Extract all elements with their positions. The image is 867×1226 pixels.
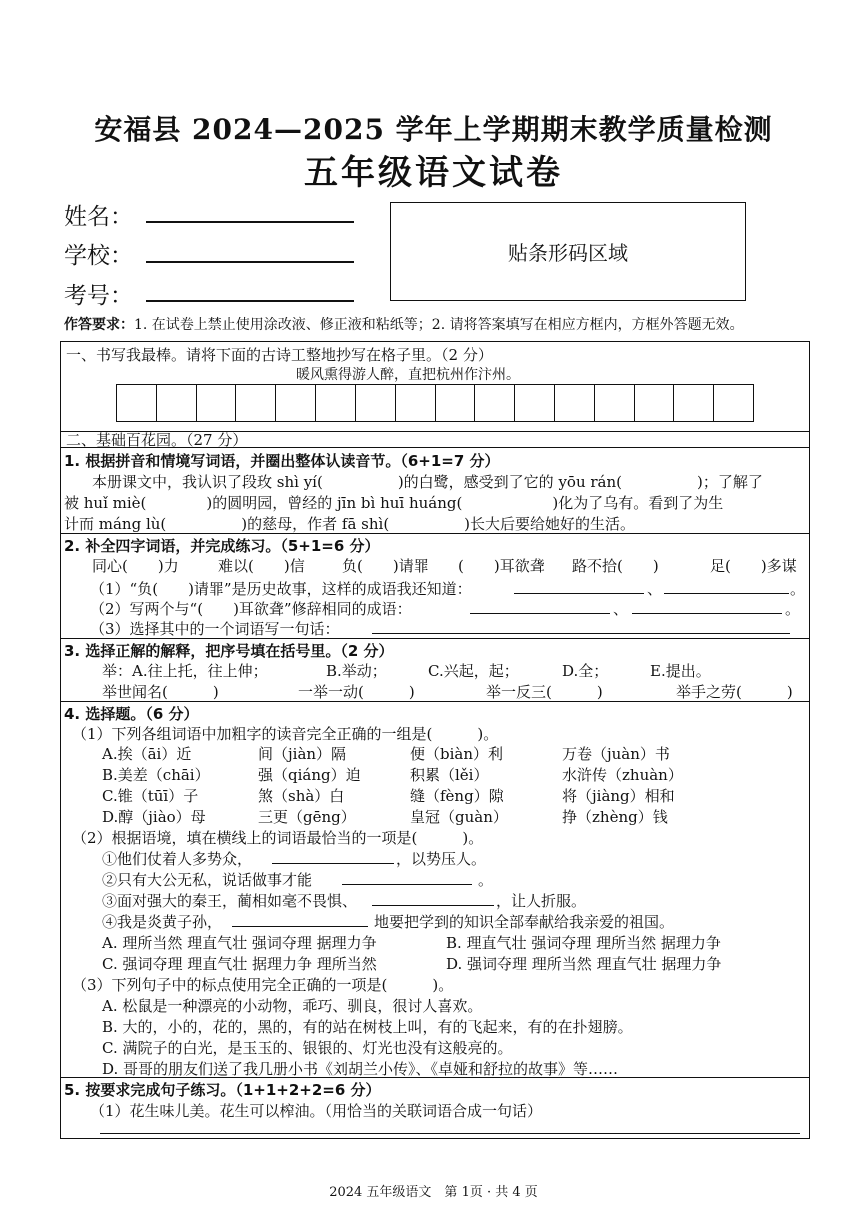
q4-blank[interactable] [342,884,472,885]
q4-sentence: ④我是炎黄子孙， [102,913,223,931]
q2-sub3: （3）选择其中的一个词语写一句话： [90,620,340,638]
q2-word[interactable]: 路不拾( ) [572,557,659,575]
q1-line2[interactable]: 被 huǐ miè( )的圆明园，曾经的 jīn bì huī huáng( )化为了乌有。看到了为生 [64,494,724,512]
q4-blank[interactable] [272,863,394,864]
q4-sub1-stem[interactable]: （1）下列各组词语中加粗字的读音完全正确的一组是( )。 [72,725,499,743]
q4-option: 煞（shà）白 [258,787,345,805]
q2-word[interactable]: ( )耳欲聋 [458,557,545,575]
q4-sentence-end: 地要把学到的知识全部奉献给我亲爱的祖国。 [374,913,675,931]
q4-sub3-option: B. 大的，小的，花的，黑的，有的站在树枝上叫，有的飞起来，有的在扑翅膀。 [102,1018,633,1036]
period: 。 [790,580,806,598]
q2-sub1-answer[interactable] [514,593,644,594]
barcode-area: 贴条形码区域 [390,202,746,301]
q4-sub2-stem[interactable]: （2）根据语境，填在横线上的词语最恰当的一项是( )。 [72,829,484,847]
name-field[interactable] [146,221,354,223]
q4-option: A.挨（āi）近 [102,745,192,763]
q1-line1[interactable]: 本册课文中，我认识了段玫 shì yí( )的白鹭，感受到了它的 yōu rán( )；了解了 [92,473,763,491]
page-footer: 2024 五年级语文 第 1页 · 共 4 页 [329,1185,538,1200]
exam-no-field[interactable] [146,300,354,302]
q4-sub3-stem[interactable]: （3）下列句子中的标点使用完全正确的一项是( )。 [72,976,454,994]
q2-word[interactable]: 同心( )力 [92,557,179,575]
q3-option: E.提出。 [650,662,711,680]
q5-answer-line[interactable] [100,1133,800,1134]
q4-choice-a: A. 理所当然 理直气壮 强词夺理 据理力争 [102,934,377,952]
q4-option: 挣（zhèng）钱 [562,808,668,826]
q4-sentence-end: 。 [478,871,494,889]
separator: 、 [613,600,629,618]
q4-option: 水浒传（zhuàn） [562,766,683,784]
q4-option: 万卷（juàn）书 [562,745,670,763]
q2-sub2-answer[interactable] [632,613,782,614]
instructions: 作答要求：1. 在试卷上禁止使用涂改液、修正液和粘纸等；2. 请将答案填写在相应方框内，方框外答题无效。 [64,317,744,333]
q4-option: B.美差（chāi） [102,766,210,784]
q4-sentence: ①他们仗着人多势众， [102,850,253,868]
q4-choice-b: B. 理直气壮 强词夺理 理所当然 据理力争 [446,934,721,952]
q4-sentence-end: ，让人折服。 [496,892,587,910]
q4-option: 积累（lěi） [410,766,489,784]
divider [60,447,810,448]
q4-option: D.醇（jiào）母 [102,808,206,826]
q3-option: C.兴起，起； [428,662,519,680]
q5-sub1: （1）花生味儿美。花生可以榨油。（用恰当的关联词语合成一句话） [90,1102,543,1120]
section2-heading: 二、基础百花园。（27 分） [66,431,248,449]
q4-sentence: ③面对强大的秦王，蔺相如毫不畏惧、 [102,892,358,910]
q4-choice-c: C. 强词夺理 理直气壮 据理力争 理所当然 [102,955,377,973]
q4-option: 间（jiàn）隔 [258,745,347,763]
q4-option: C.锥（tūī）子 [102,787,199,805]
q2-sub2: （2）写两个与“( )耳欲聋”修辞相同的成语： [90,600,412,618]
exam-no-label: 考号： [64,283,133,309]
q3-option: B.举动； [326,662,387,680]
q2-sub2-answer[interactable] [470,613,610,614]
q3-heading: 3. 选择正解的解释，把序号填在括号里。（2 分） [64,642,394,660]
q4-option: 强（qiáng）迫 [258,766,361,784]
q1-line3[interactable]: 计而 máng lù( )的慈母，作者 fā shì( )长大后要给她好的生活。 [64,515,636,533]
q4-choice-d: D. 强词夺理 理所当然 理直气壮 据理力争 [446,955,722,973]
divider [60,638,810,639]
school-field[interactable] [146,261,354,263]
q2-heading: 2. 补全四字词语，并完成练习。（5+1=6 分） [64,537,380,555]
section1-heading: 一、书写我最棒。请将下面的古诗工整地抄写在格子里。（2 分） [66,346,493,364]
q4-option: 便（biàn）利 [410,745,504,763]
q4-sub3-option: D. 哥哥的朋友们送了我几册小书《刘胡兰小传》、《卓娅和舒拉的故事》等…… [102,1060,619,1078]
q4-option: 将（jiàng）相和 [562,787,675,805]
q2-word[interactable]: 足( )多谋 [710,557,797,575]
q3-item[interactable]: 一举一动( ) [298,683,415,701]
q4-blank[interactable] [372,905,494,906]
q2-word[interactable]: 难以( )信 [218,557,305,575]
divider [60,1077,810,1078]
exam-subtitle: 五年级语文试卷 [304,153,563,193]
q4-sub3-option: A. 松鼠是一种漂亮的小动物，乖巧、驯良，很讨人喜欢。 [102,997,483,1015]
q1-heading: 1. 根据拼音和情境写词语，并圈出整体认读音节。（6+1=7 分） [64,452,500,470]
name-label: 姓名： [64,204,133,230]
q3-item[interactable]: 举一反三( ) [486,683,603,701]
q2-sub3-answer[interactable] [372,633,790,634]
q4-option: 缝（fèng）隙 [410,787,504,805]
divider [60,533,810,534]
q2-sub1: （1）“负( )请罪”是历史故事，这样的成语我还知道： [90,580,472,598]
q5-heading: 5. 按要求完成句子练习。（1+1+2+2=6 分） [64,1081,381,1099]
exam-title: 安福县 2024—2025 学年上学期期末教学质量检测 [94,113,773,146]
q3-option: 举：A.往上托，往上伸； [102,662,268,680]
q4-sentence: ②只有大公无私，说话做事才能 [102,871,313,889]
q4-option: 三更（gēng） [258,808,356,826]
poem-text: 暖风熏得游人醉，直把杭州作汴州。 [296,367,520,383]
q4-sub3-option: C. 满院子的白光，是玉玉的、银银的、灯光也没有这般亮的。 [102,1039,513,1057]
writing-grid[interactable] [116,384,754,422]
q2-sub1-answer[interactable] [664,593,789,594]
divider [60,701,810,702]
q3-item[interactable]: 举世闻名( ) [102,683,219,701]
separator: 、 [647,580,663,598]
q4-blank[interactable] [232,926,368,927]
q2-word[interactable]: 负( )请罪 [342,557,429,575]
school-label: 学校： [64,243,133,269]
q3-option: D.全； [562,662,609,680]
period: 。 [785,600,801,618]
q4-heading: 4. 选择题。（6 分） [64,705,199,723]
q4-sentence-end: ，以势压人。 [396,850,487,868]
q4-option: 皇冠（guàn） [410,808,508,826]
q3-item[interactable]: 举手之劳( ) [676,683,793,701]
